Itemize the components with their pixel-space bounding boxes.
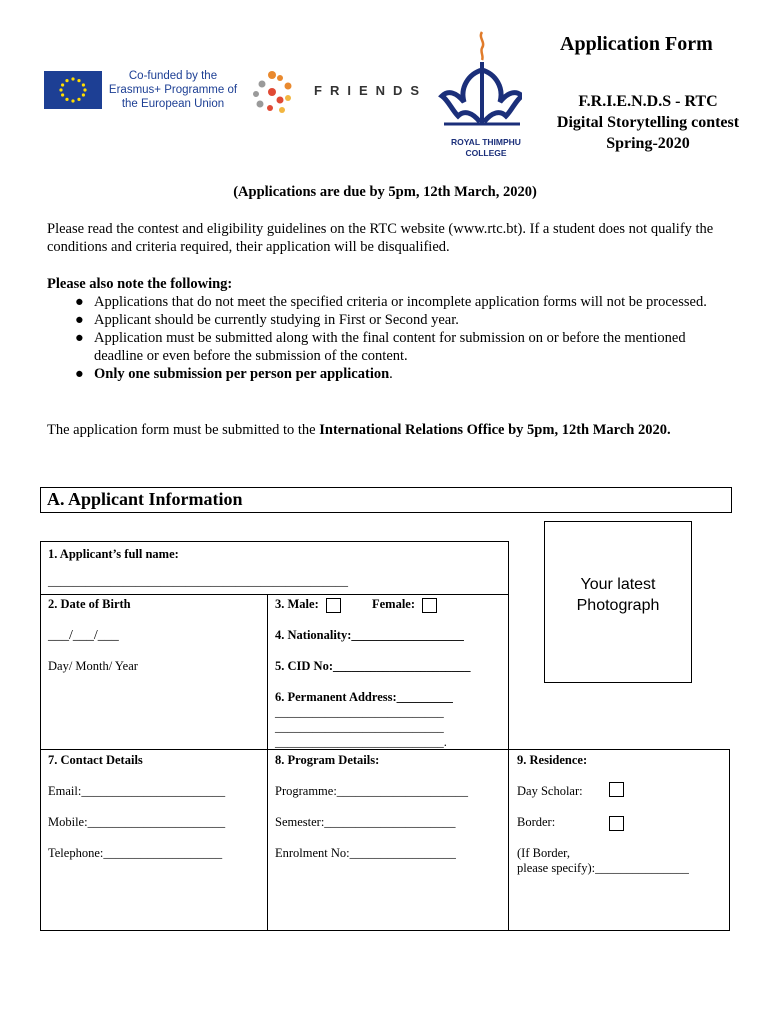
due-date: (Applications are due by 5pm, 12th March, 2020) [233,184,537,200]
address-line-4[interactable]: ___________________________. [275,735,447,749]
section-a-heading: A. Applicant Information [47,489,243,509]
border-checkbox[interactable] [609,816,624,831]
note-heading: Please also note the following: [47,276,233,292]
friends-logo-icon [250,66,300,116]
female-checkbox[interactable] [422,598,437,613]
list-item: ● Only one submission per person per application. [75,366,393,382]
full-name-label: 1. Applicant’s full name: [48,547,179,561]
section-a-heading-box [40,487,732,513]
address-field[interactable]: 6. Permanent Address:_________ [275,690,453,704]
gender-row [275,597,437,613]
cid-field[interactable]: 5. CID No:______________________ [275,659,471,673]
telephone-field[interactable]: Telephone:___________________ [48,846,223,860]
photo-placeholder[interactable] [544,521,692,683]
eu-stars-icon [44,71,102,109]
rtc-logo-text: ROYAL THIMPHU COLLEGE [451,137,521,158]
dob-hint: Day/ Month/ Year [48,659,138,673]
address-line-3[interactable]: ___________________________ [275,720,444,734]
semester-field[interactable]: Semester:_____________________ [275,815,456,829]
eu-cofunded-text: Co-funded by the Erasmus+ Programme of the European Union [108,70,238,110]
submission-note: The application form must be submitted to the International Relations Office by 5pm, 12th March 2020. [47,422,671,438]
day-scholar-checkbox[interactable] [609,782,624,797]
dob-label: 2. Date of Birth [48,597,131,611]
photo-label: Your latest Photograph [576,576,660,614]
contact-label: 7. Contact Details [48,753,143,767]
note-list [47,293,727,383]
dob-field[interactable]: ___/___/___ [48,628,119,643]
program-label: 8. Program Details: [275,753,380,767]
form-subtitle-1: F.R.I.E.N.D.S - RTC [578,93,718,110]
rtc-crest-icon [438,30,522,140]
full-name-field[interactable]: ________________________________________________ [48,574,348,588]
border-specify-field[interactable]: please specify):_______________ [517,861,689,875]
residence-label: 9. Residence: [517,753,588,767]
border-label: Border: [517,815,556,829]
programme-field[interactable]: Programme:_____________________ [275,784,469,798]
form-subtitle-2: Digital Storytelling contest [556,114,740,131]
if-border-label: (If Border, [517,846,570,860]
eu-flag [44,71,102,109]
nationality-field[interactable]: 4. Nationality:__________________ [275,628,464,642]
friends-logo-text: FRIENDS [314,83,428,98]
list-item: ● Application must be submitted along with the final content for submission on or before the mentioned deadline or even before the submission of the content. [75,330,686,364]
male-checkbox[interactable] [326,598,341,613]
day-scholar-label: Day Scholar: [517,784,583,798]
email-field[interactable]: Email:_______________________ [48,784,226,798]
male-label: 3. Male: [275,597,319,611]
address-line-2[interactable]: ___________________________ [275,705,444,719]
list-item: ● Applications that do not meet the specified criteria or incomplete application forms will not be processed. [75,294,707,310]
enrolment-field[interactable]: Enrolment No:_________________ [275,846,456,860]
intro-paragraph: Please read the contest and eligibility guidelines on the RTC website (www.rtc.bt). If a student does not qualify the conditions and criteria required, their application will be disqualified. [47,221,714,255]
form-title: Application Form [560,33,713,55]
list-item: ● Applicant should be currently studying in First or Second year. [75,312,459,328]
female-label: Female: [371,597,416,611]
mobile-field[interactable]: Mobile:______________________ [48,815,226,829]
form-subtitle-3: Spring-2020 [606,135,690,152]
